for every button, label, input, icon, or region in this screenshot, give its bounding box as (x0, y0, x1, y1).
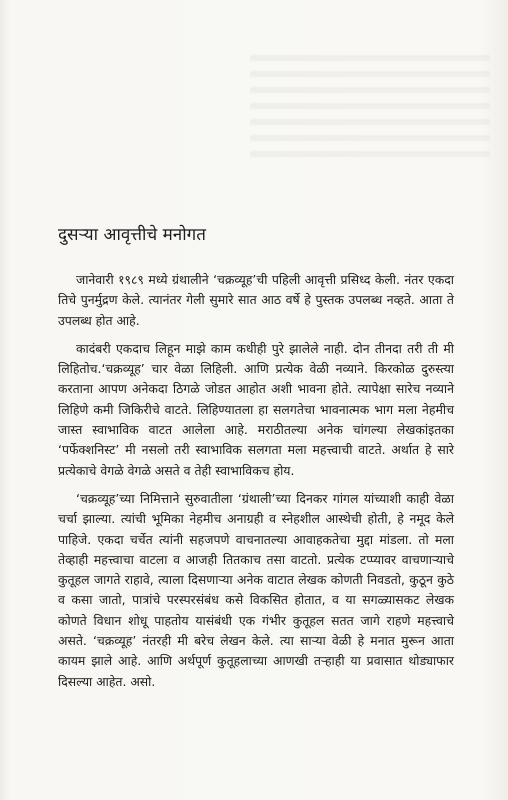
page-heading: दुसऱ्या आवृत्तीचे मनोगत (58, 225, 206, 245)
paragraph-3: ‘चक्रव्यूह’च्या निमित्ताने सुरुवातीला ‘ग्रंथाली’च्या दिनकर गांगल यांच्याशी काही वेळा चर्चा झाल्या. त्यांची भूमिका नेहमीच अनाग्रही व स्नेहशील आस्थेची होती, हे नमूद केले पाहिजे. एकदा चर्चेत त्यांनी सहजपणे वाचनातल्या आवाहकतेचा मुद्दा मांडला. तो मला तेव्हाही महत्त्वाचा वाटला व आजही तितकाच तसा वाटतो. प्रत्येक टप्प्यावर वाचणाऱ्याचे कुतूहल जागते राहावे, त्याला दिसणाऱ्या अनेक वाटात लेखक कोणती निवडतो, कुठून कुठे व कसा जातो, पात्रांचे परस्परसंबंध कसे विकसित होतात, व या सगळ्यासकट लेखक कोणते विधान शोधू पाहतोय यासंबंधी एक गंभीर कुतूहल सतत जागे राहणे महत्त्वाचे असते. ‘चक्रव्यूह’ नंतरही मी बरेच लेखन केले. त्या साऱ्या वेळी हे मनात मुरून आता कायम झाले आहे. आणि अर्थपूर्ण कुतूहलाच्या आणखी तऱ्हाही या प्रवासात थोड्याफार दिसल्या आहेत. असो. (58, 490, 454, 689)
body-text (58, 270, 454, 700)
paragraph-2: कादंबरी एकदाच लिहून माझे काम कधीही पुरे झालेले नाही. दोन तीनदा तरी ती मी लिहितोच.‘चक्रव्यूह’ चार वेळा लिहिली. आणि प्रत्येक वेळी नव्याने. किरकोळ दुरुस्त्या करताना आपण अनेकदा ठिगळे जोडत आहोत अशी भावना होते. त्यापेक्षा सारेच नव्याने लिहिणे कमी जिकिरीचे वाटते. लिहिण्यातला हा सलगतेचा भावनात्मक भाग मला नेहमीच जास्त स्वाभाविक वाटत आलेला आहे. मराठीतल्या अनेक चांगल्या लेखकांइतका ‘पर्फेक्शनिस्ट’ मी नसलो तरी स्वाभाविक सलगता मला महत्त्वाची वाटते. अर्थात हे सारे प्रत्येकाचे वेगळे वेगळे असते व तेही स्वाभाविकच होय. (58, 340, 454, 478)
bleed-through-text (250, 55, 490, 165)
paragraph-1: जानेवारी १९८९ मध्ये ग्रंथालीने ‘चक्रव्यूह’ची पहिली आवृत्ती प्रसिध्द केली. नंतर एकदा तिचे पुनर्मुद्रण केले. त्यानंतर गेली सुमारे सात आठ वर्षे हे पुस्तक उपलब्ध नव्हते. आता ते उपलब्ध होत आहे. (58, 272, 454, 328)
